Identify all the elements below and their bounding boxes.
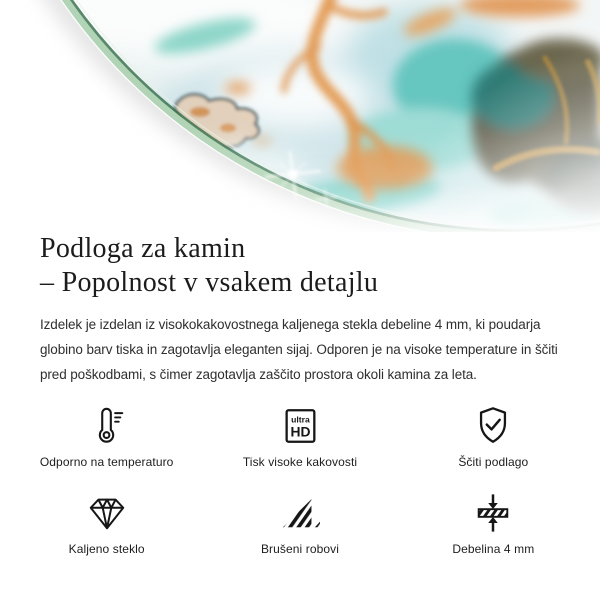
feature-tempered-glass xyxy=(10,492,203,556)
page-title-line2: – Popolnost v vsakem detajlu xyxy=(40,267,379,298)
ultra-hd-badge-icon xyxy=(279,405,321,447)
product-description: Izdelek je izdelan iz visokokakovostnega kaljenega stekla debeline 4 mm, ki poudarja globino barv tiska in zagotavlja eleganten sijaj. Odporen je na visoke temperature in ščiti pred poškodbami, s čimer zagotavlja zaščito prostora okoli kamina za leta. xyxy=(40,317,558,382)
feature-grid xyxy=(10,405,590,556)
shield-check-icon xyxy=(472,405,514,447)
feature-label: Odporno na temperaturo xyxy=(39,455,174,469)
thickness-4mm-icon xyxy=(472,492,514,534)
feature-label: Tisk visoke kakovosti xyxy=(242,455,358,469)
feature-heat-resistant xyxy=(10,405,203,469)
feature-thickness xyxy=(397,492,590,556)
feature-label: Ščiti podlago xyxy=(458,455,529,469)
feature-label: Kaljeno steklo xyxy=(68,542,145,556)
feature-label: Brušeni robovi xyxy=(260,542,340,556)
thermometer-icon xyxy=(86,405,128,447)
glass-panel-image xyxy=(0,0,600,232)
page-title-line1: Podloga za kamin xyxy=(40,233,246,264)
hero-product-photo xyxy=(0,0,600,232)
page-title xyxy=(40,232,564,300)
feature-print-quality xyxy=(203,405,396,469)
ultra-text: ultra xyxy=(291,414,310,425)
feature-polished-edges xyxy=(203,492,396,556)
feature-protects-surface xyxy=(397,405,590,469)
polished-edges-icon xyxy=(279,492,321,534)
diamond-icon xyxy=(86,492,128,534)
product-info-section xyxy=(0,232,600,387)
feature-label: Debelina 4 mm xyxy=(452,542,535,556)
hd-text: HD xyxy=(290,423,311,440)
